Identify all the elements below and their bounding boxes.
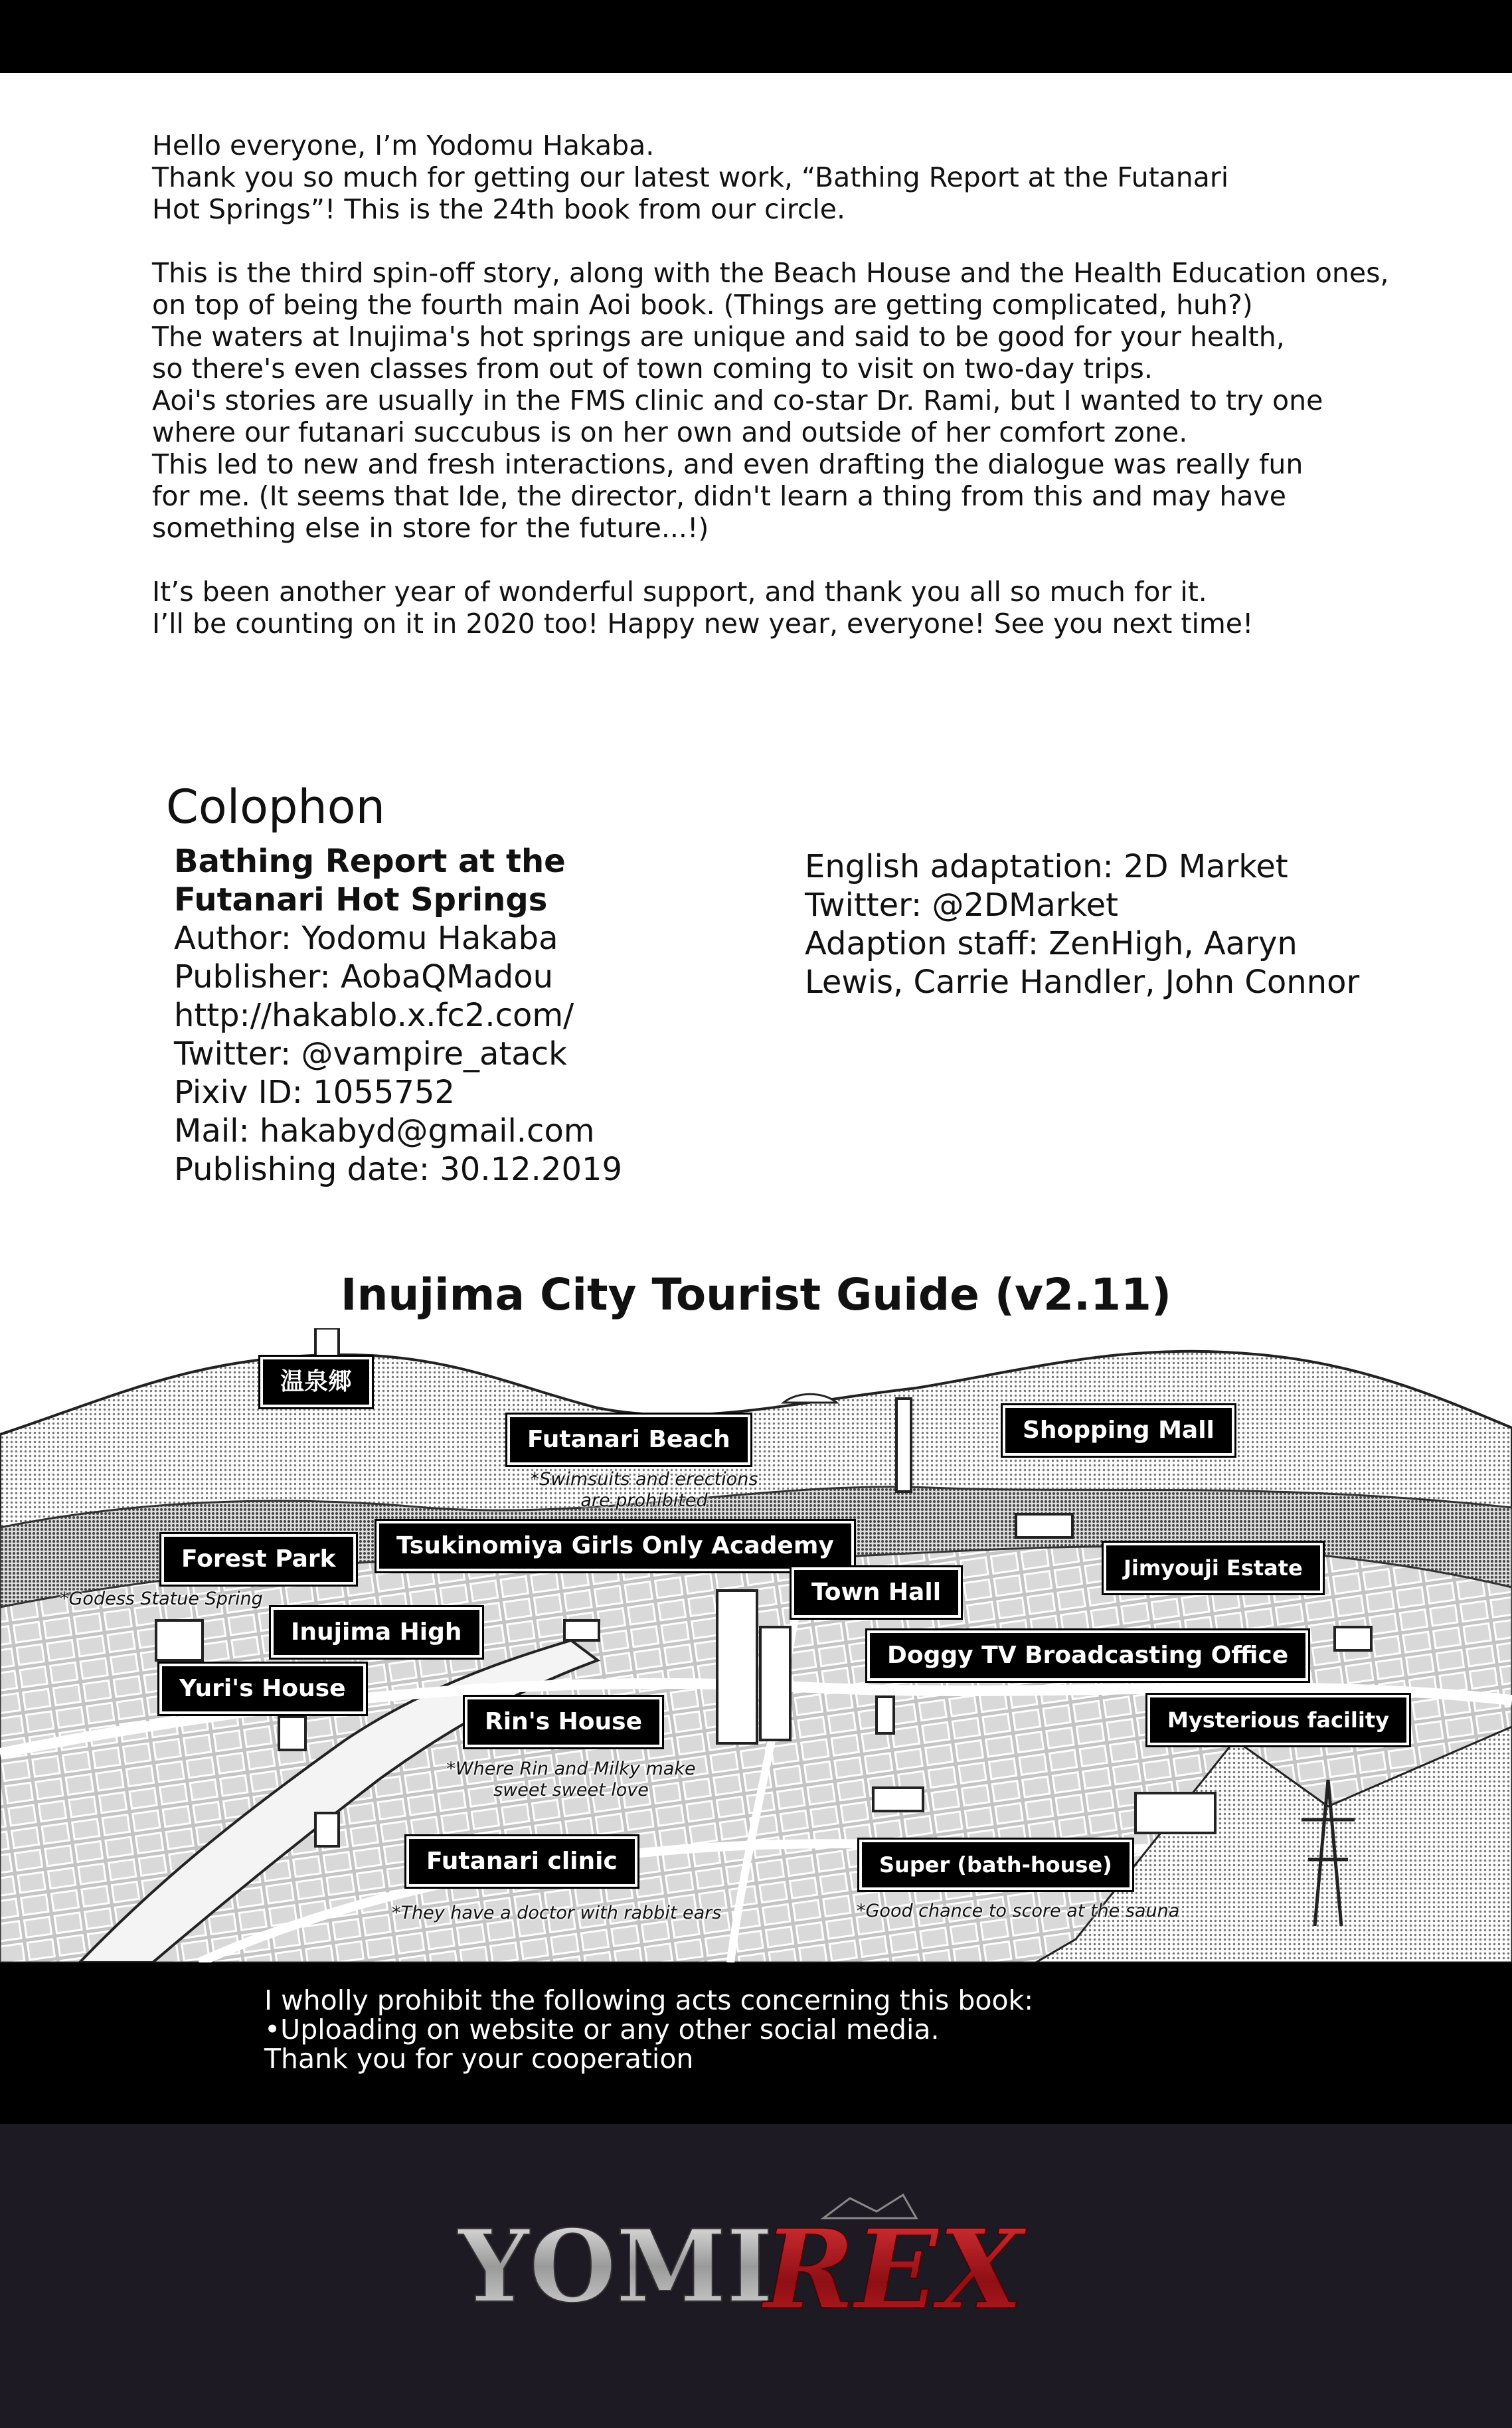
colophon-heading: Colophon bbox=[166, 780, 385, 834]
afterword-text bbox=[152, 130, 1414, 671]
afterword-paragraph: It’s been another year of wonderful support, and thank you all so much for it. I’ll be counting on it in 2020 too! Happy new year, everyone! See you next time! bbox=[152, 576, 1254, 640]
logo-word-rex: REX bbox=[764, 2205, 1023, 2334]
map-label-shopping-mall: Shopping Mall bbox=[1003, 1405, 1234, 1456]
afterword-paragraph: This is the third spin-off story, along with the Beach House and the Health Education ones, on top of being the fourth main Aoi book. (Things are getting complicated, huh?) The waters at Inujima's hot springs are unique and said to be good for your health, so there's even classes from out of town coming to visit on two-day trips. Aoi's stories are usually in the FMS clinic and co-star Dr. Rami, but I wanted to try one where our futanari succubus is on her own and outside of her comfort zone. This led to new and fresh interactions, and even drafting the dialogue was really fun for me. (It seems that Ide, the director, didn't learn a thing from this and may have something else in store for the future...!) bbox=[152, 257, 1389, 544]
colophon-line: Twitter: @vampire_atack bbox=[174, 1035, 567, 1073]
legal-notice: I wholly prohibit the following acts concerning this book: •Uploading on website or any other social media. Thank you for your cooperation bbox=[264, 1984, 1034, 2075]
colophon-left-column bbox=[174, 842, 652, 1189]
colophon-line: Publishing date: 30.12.2019 bbox=[174, 1151, 623, 1188]
colophon-line: Adaption staff: ZenHigh, Aaryn Lewis, Carrie Handler, John Connor bbox=[805, 925, 1360, 1001]
map-note-rins-house: *Where Rin and Milky make sweet sweet love bbox=[446, 1759, 696, 1800]
map-label-yuris-house: Yuri's House bbox=[159, 1664, 366, 1714]
map-label-town-hall: Town Hall bbox=[792, 1567, 961, 1618]
map-label-rins-house: Rin's House bbox=[465, 1697, 662, 1747]
map-label-onsen: 温泉郷 bbox=[260, 1357, 372, 1407]
map-note-clinic: *They have a doctor with rabbit ears bbox=[392, 1903, 722, 1923]
colophon-line: Pixiv ID: 1055752 bbox=[174, 1074, 455, 1111]
colophon-right-column bbox=[805, 847, 1402, 1001]
map-label-doggy-tv: Doggy TV Broadcasting Office bbox=[867, 1630, 1308, 1681]
logo-word-yomi: YOMI bbox=[458, 2208, 773, 2325]
map-label-futanari-clinic: Futanari clinic bbox=[406, 1836, 637, 1887]
afterword-paragraph: Hello everyone, I’m Yodomu Hakaba. Thank you so much for getting our latest work, “Bathing Report at the Futanari Hot Springs”! This is the 24th book from our circle. bbox=[152, 130, 1229, 225]
map-label-tsukinomiya-academy: Tsukinomiya Girls Only Academy bbox=[377, 1521, 854, 1571]
colophon-line: Twitter: @2DMarket bbox=[805, 887, 1118, 924]
colophon-line: English adaptation: 2D Market bbox=[805, 848, 1288, 885]
colophon-line: Publisher: AobaQMadou bbox=[174, 958, 554, 996]
map-label-forest-park: Forest Park bbox=[161, 1534, 356, 1585]
colophon-line: http://hakablo.x.fc2.com/ bbox=[174, 997, 574, 1034]
map-label-futanari-beach: Futanari Beach bbox=[507, 1415, 750, 1465]
map-note-super: *Good chance to score at the sauna bbox=[857, 1901, 1180, 1921]
map-label-inujima-high: Inujima High bbox=[271, 1607, 482, 1658]
map-label-super-bath-house: Super (bath-house) bbox=[859, 1840, 1132, 1890]
colophon-line: Mail: hakabyd@gmail.com bbox=[174, 1112, 595, 1150]
map-label-jimyouji-estate: Jimyouji Estate bbox=[1104, 1543, 1323, 1593]
yomirex-logo bbox=[452, 2192, 1062, 2338]
tourist-map bbox=[0, 1328, 1512, 1962]
book-title: Bathing Report at the Futanari Hot Springs bbox=[174, 843, 566, 918]
top-black-bar bbox=[0, 0, 1512, 73]
colophon-line: Author: Yodomu Hakaba bbox=[174, 920, 558, 957]
map-label-mysterious-facility: Mysterious facility bbox=[1147, 1695, 1409, 1745]
map-note-goddess-spring: *Godess Statue Spring bbox=[60, 1589, 263, 1609]
map-note-beach: *Swimsuits and erections are prohibited bbox=[530, 1469, 758, 1511]
map-title: Inujima City Tourist Guide (v2.11) bbox=[340, 1269, 1172, 1320]
